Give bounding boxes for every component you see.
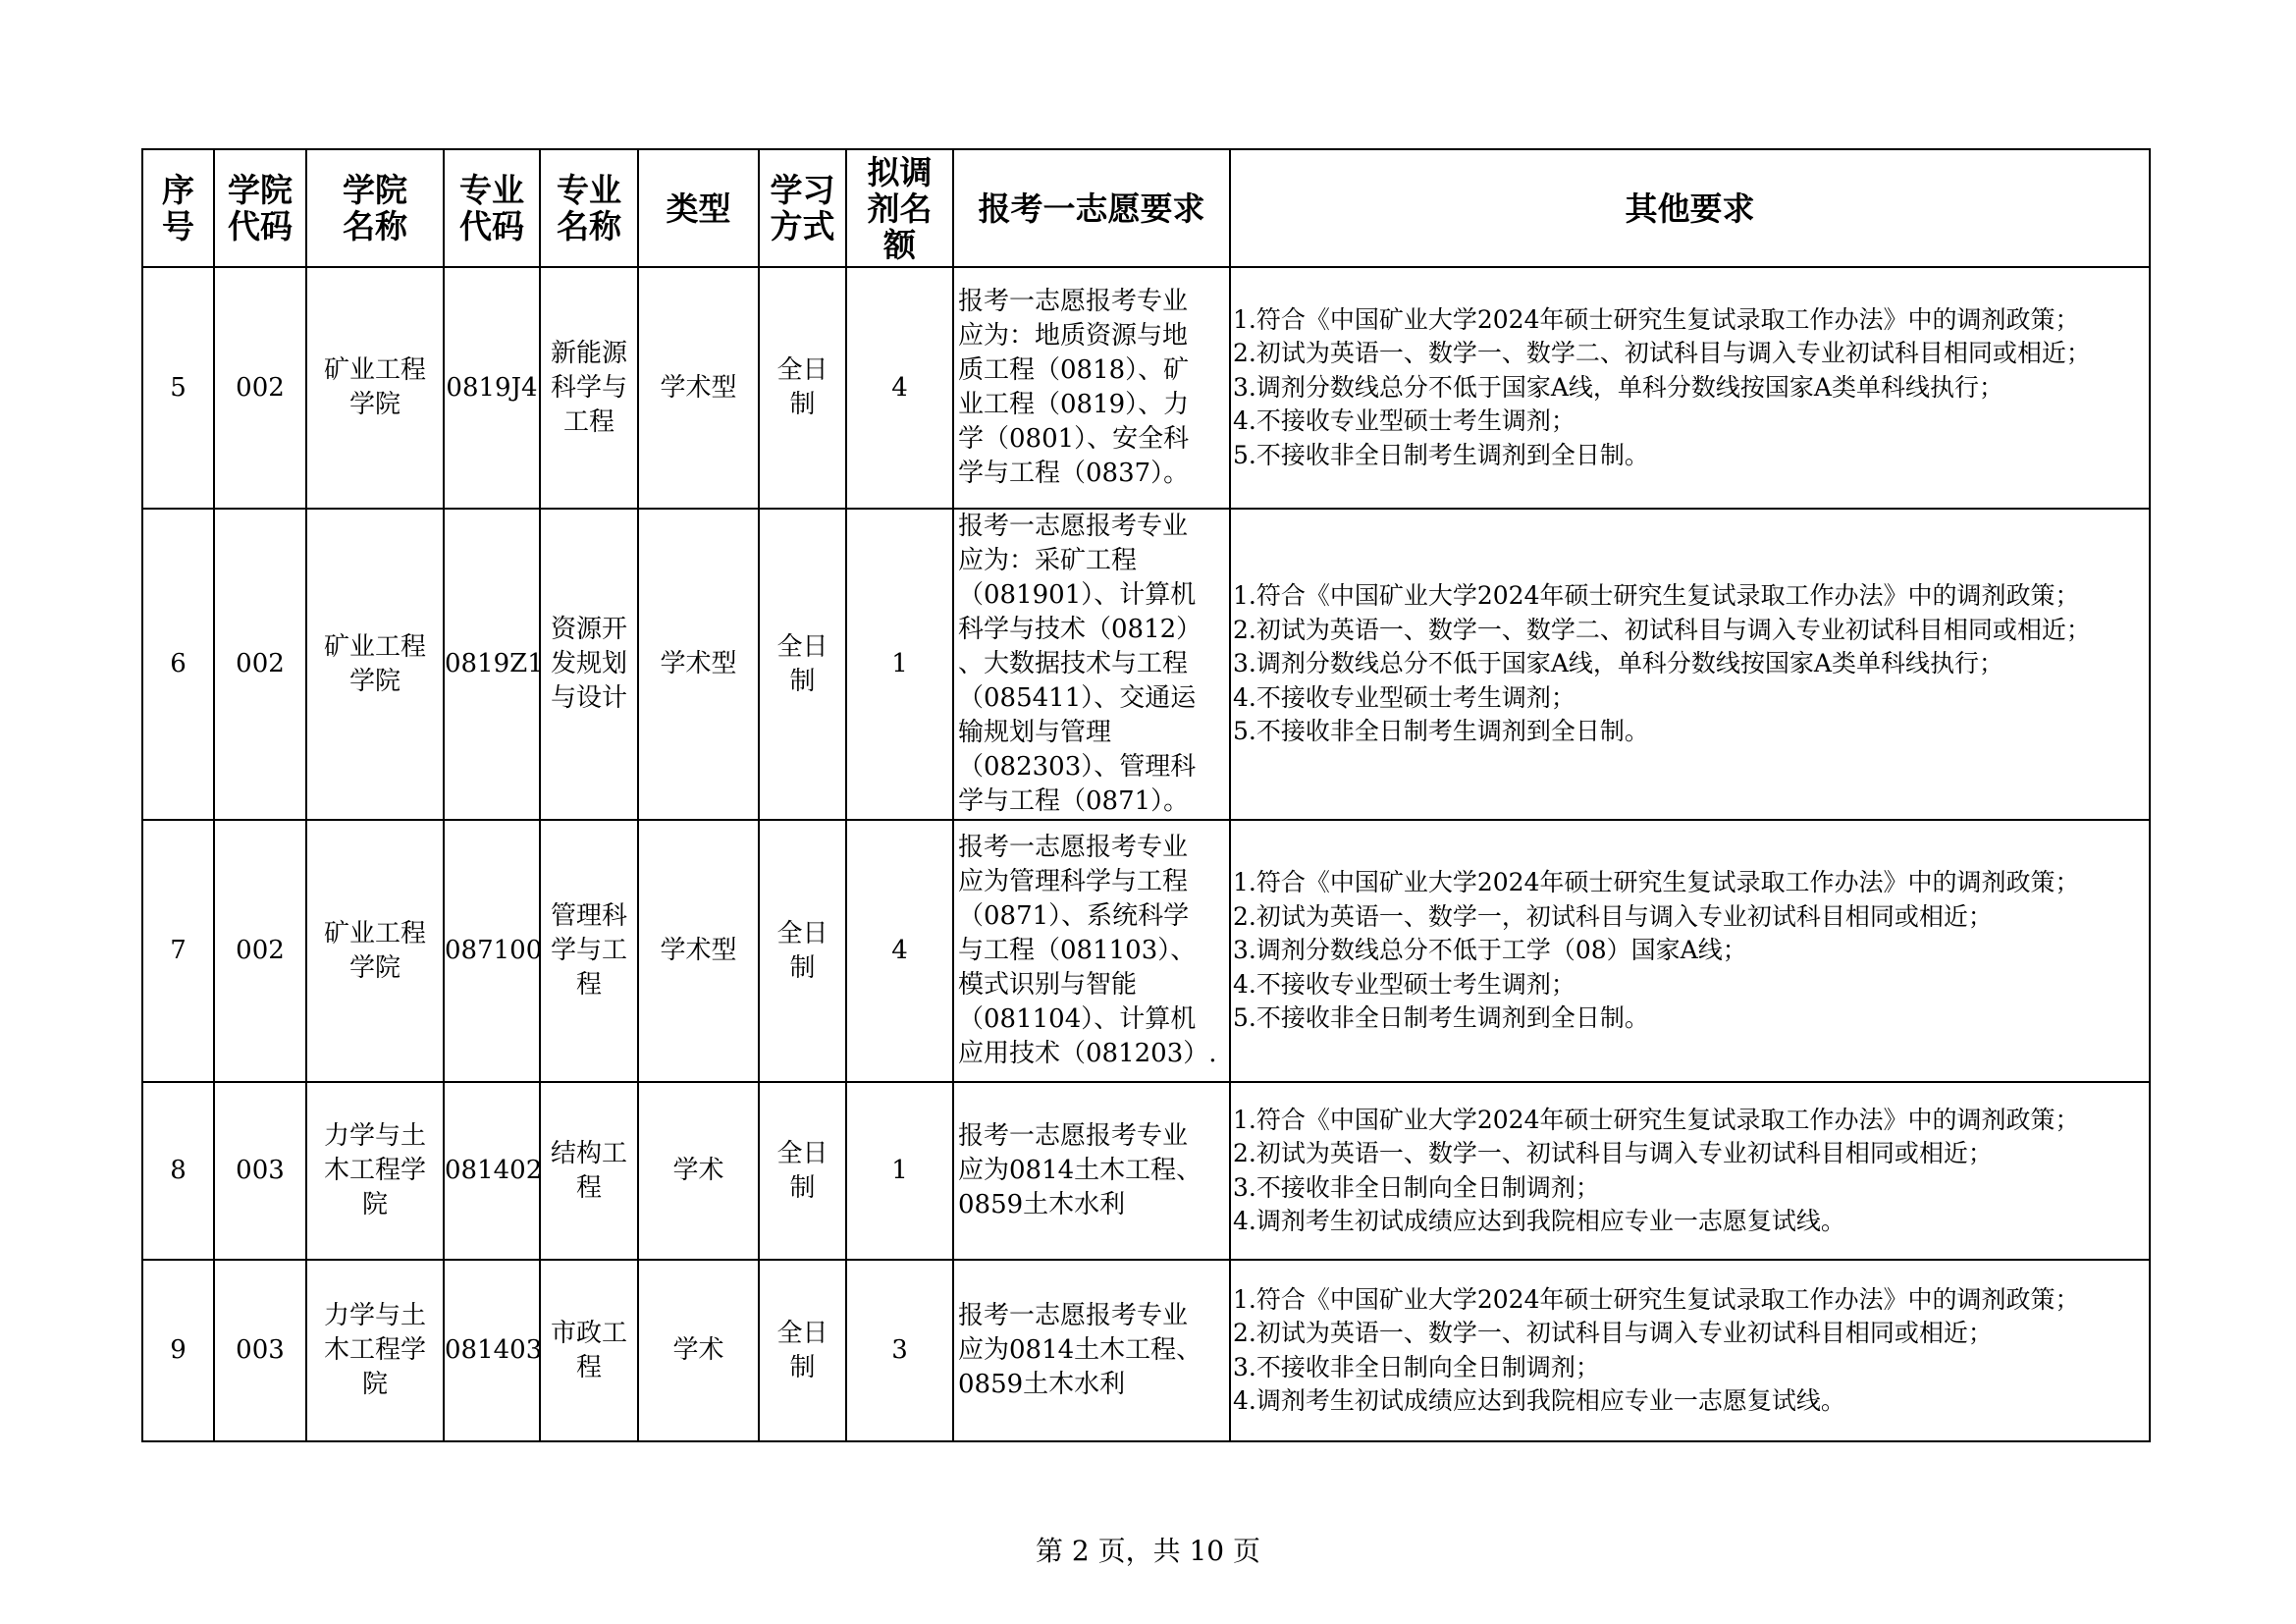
cell-other-requirements [1230,1082,2150,1260]
cell-quota: 1 [846,1082,953,1260]
cell-study-mode: 全日 制 [759,267,846,509]
requirement-line: 4.不接收专业型硕士考生调剂； [1233,406,1575,436]
header-first-choice: 报考一志愿要求 [953,149,1230,267]
cell-type: 学术型 [638,509,759,820]
requirement-line: 2.初试为英语一、数学一，初试科目与调入专业初试科目相同或相近； [1233,901,1993,931]
header-study-mode: 学习 方式 [759,149,846,267]
cell-seq: 9 [142,1260,214,1441]
requirement-line: 4.不接收专业型硕士考生调剂； [1233,682,1575,712]
requirement-line: 2.初试为英语一、数学一、数学二、初试科目与调入专业初试科目相同或相近； [1233,615,2091,644]
cell-college-code: 002 [214,267,306,509]
requirement-line: 2.初试为英语一、数学一、初试科目与调入专业初试科目相同或相近； [1233,1139,1993,1167]
cell-seq: 7 [142,820,214,1082]
requirement-line: 3.不接收非全日制向全日制调剂； [1233,1352,1600,1381]
cell-college-code: 003 [214,1082,306,1260]
table-row [142,820,2150,1082]
cell-study-mode: 全日 制 [759,1082,846,1260]
header-college-name: 学院 名称 [306,149,444,267]
cell-first-choice: 报考一志愿报考专业 应为0814土木工程、 0859土木水利 [953,1082,1230,1260]
cell-study-mode: 全日 制 [759,509,846,820]
requirement-line: 5.不接收非全日制考生调剂到全日制。 [1233,717,1649,746]
requirement-line: 1.符合《中国矿业大学2024年硕士研究生复试录取工作办法》中的调剂政策； [1233,1105,2080,1134]
cell-college-name: 矿业工程 学院 [306,820,444,1082]
header-seq: 序 号 [142,149,214,267]
cell-quota: 3 [846,1260,953,1441]
requirement-line: 5.不接收非全日制考生调剂到全日制。 [1233,440,1649,469]
requirement-line: 3.调剂分数线总分不低于工学（08）国家A线； [1233,936,1747,965]
cell-major-name: 新能源 科学与 工程 [540,267,638,509]
table-row [142,509,2150,820]
cell-other-requirements [1230,1260,2150,1441]
cell-major-name: 市政工 程 [540,1260,638,1441]
cell-seq: 6 [142,509,214,820]
requirement-line: 4.调剂考生初试成绩应达到我院相应专业一志愿复试线。 [1233,1386,1845,1415]
cell-major-name: 结构工 程 [540,1082,638,1260]
requirement-line: 1.符合《中国矿业大学2024年硕士研究生复试录取工作办法》中的调剂政策； [1233,1284,2080,1314]
requirement-line: 1.符合《中国矿业大学2024年硕士研究生复试录取工作办法》中的调剂政策； [1233,868,2080,897]
cell-college-code: 002 [214,820,306,1082]
header-major-code: 专业 代码 [444,149,540,267]
cell-college-name: 矿业工程 学院 [306,509,444,820]
cell-major-code: 081403 [444,1260,540,1441]
cell-college-code: 002 [214,509,306,820]
header-row [142,149,2150,267]
requirement-line: 2.初试为英语一、数学一、数学二、初试科目与调入专业初试科目相同或相近； [1233,339,2091,368]
cell-college-name: 矿业工程 学院 [306,267,444,509]
cell-major-code: 087100 [444,820,540,1082]
cell-first-choice: 报考一志愿报考专业 应为：地质资源与地 质工程（0818）、矿 业工程（0819）、力 学（0801）、安全科 学与工程（0837）。 [953,267,1230,509]
cell-major-code: 081402 [444,1082,540,1260]
cell-major-code: 0819Z1 [444,509,540,820]
cell-seq: 5 [142,267,214,509]
table-row [142,1082,2150,1260]
requirement-line: 2.初试为英语一、数学一、初试科目与调入专业初试科目相同或相近； [1233,1319,1993,1347]
cell-study-mode: 全日 制 [759,1260,846,1441]
header-other-requirements: 其他要求 [1230,149,2150,267]
header-college-code: 学院 代码 [214,149,306,267]
cell-type: 学术 [638,1082,759,1260]
cell-quota: 1 [846,509,953,820]
cell-seq: 8 [142,1082,214,1260]
cell-other-requirements [1230,820,2150,1082]
cell-first-choice: 报考一志愿报考专业 应为0814土木工程、 0859土木水利 [953,1260,1230,1441]
requirement-line: 4.不接收专业型硕士考生调剂； [1233,969,1575,999]
cell-major-name: 资源开 发规划 与设计 [540,509,638,820]
cell-college-code: 003 [214,1260,306,1441]
cell-type: 学术型 [638,267,759,509]
requirement-line: 3.调剂分数线总分不低于国家A线，单科分数线按国家A类单科线执行； [1233,649,2003,678]
requirement-line: 3.调剂分数线总分不低于国家A线，单科分数线按国家A类单科线执行； [1233,372,2003,402]
requirement-line: 3.不接收非全日制向全日制调剂； [1233,1172,1600,1202]
table-row [142,267,2150,509]
cell-other-requirements [1230,267,2150,509]
cell-study-mode: 全日 制 [759,820,846,1082]
cell-quota: 4 [846,820,953,1082]
cell-type: 学术 [638,1260,759,1441]
requirement-line: 4.调剂考生初试成绩应达到我院相应专业一志愿复试线。 [1233,1207,1845,1235]
adjustment-table [141,148,2151,1442]
requirement-line: 1.符合《中国矿业大学2024年硕士研究生复试录取工作办法》中的调剂政策； [1233,304,2080,334]
cell-major-code: 0819J4 [444,267,540,509]
cell-first-choice: 报考一志愿报考专业 应为：采矿工程 （081901）、计算机 科学与技术（0812） 、大数据技术与工程 （085411）、交通运 输规划与管理 （082303）、管理科 学与工程（0871）。 [953,509,1230,820]
cell-college-name: 力学与土 木工程学 院 [306,1260,444,1441]
cell-college-name: 力学与土 木工程学 院 [306,1082,444,1260]
cell-type: 学术型 [638,820,759,1082]
cell-quota: 4 [846,267,953,509]
page-number: 第 2 页，共 10 页 [1035,1535,1261,1567]
requirement-line: 5.不接收非全日制考生调剂到全日制。 [1233,1003,1649,1033]
cell-other-requirements [1230,509,2150,820]
table-row [142,1260,2150,1441]
header-quota: 拟调 剂名 额 [846,149,953,267]
header-major-name: 专业 名称 [540,149,638,267]
requirement-line: 1.符合《中国矿业大学2024年硕士研究生复试录取工作办法》中的调剂政策； [1233,581,2080,611]
header-type: 类型 [638,149,759,267]
cell-first-choice: 报考一志愿报考专业 应为管理科学与工程 （0871）、系统科学 与工程（081103）、 模式识别与智能 （081104）、计算机 应用技术（081203）. [953,820,1230,1082]
cell-major-name: 管理科 学与工 程 [540,820,638,1082]
